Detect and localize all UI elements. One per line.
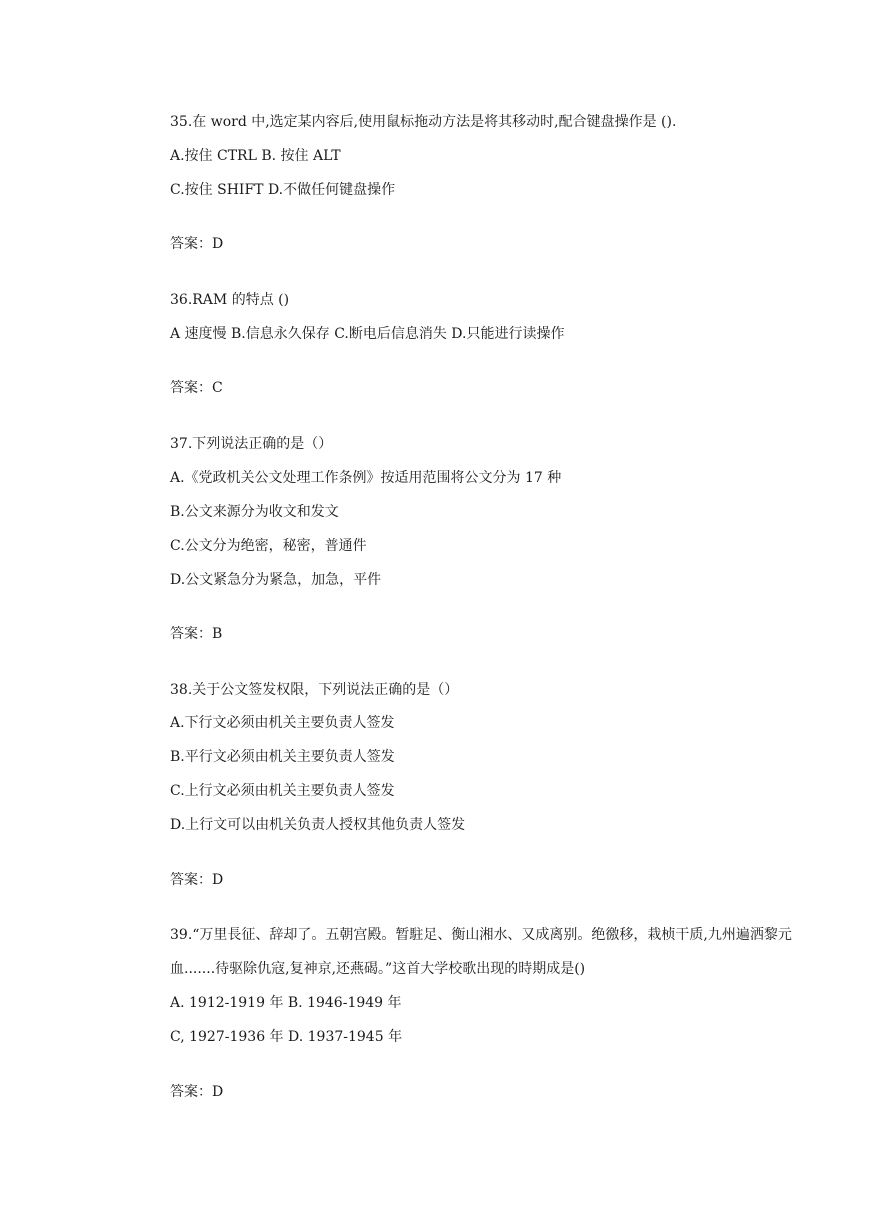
question-38-option-a: A.下行文必须由机关主要负责人签发 xyxy=(170,715,395,731)
question-38-stem: 38.关于公文签发权限，下列说法正确的是（） xyxy=(170,682,459,698)
question-39-answer: 答案：D xyxy=(170,1084,224,1100)
question-37-option-a: A.《党政机关公文处理工作条例》按适用范围将公文分为 17 种 xyxy=(170,470,562,486)
question-35-answer: 答案：D xyxy=(170,236,224,252)
question-37-option-b: B.公文来源分为收文和发文 xyxy=(170,504,339,520)
question-35-option-line-2: C.按住 SHIFT D.不做任何键盘操作 xyxy=(170,182,396,198)
question-36-option-line-1: A 速度慢 B.信息永久保存 C.断电后信息消失 D.只能进行读操作 xyxy=(170,326,565,342)
question-36-stem: 36.RAM 的特点 () xyxy=(170,292,290,308)
question-39-stem: 39.“万里長征、辞却了。五朝宫殿。暂駐足、衡山湘水、又成离别。绝徼移，栽桢干质,九州遍洒黎元血.......待驱除仇寇,复神京,还燕碣。”这首大学校歌出现的時期成是() xyxy=(170,927,792,977)
question-38-option-c: C.上行文必须由机关主要负责人签发 xyxy=(170,783,395,799)
question-35-option-line-1: A.按住 CTRL B. 按住 ALT xyxy=(170,148,341,164)
question-37-answer: 答案：B xyxy=(170,626,223,642)
question-35-stem: 35.在 word 中,选定某内容后,使用鼠标拖动方法是将其移动时,配合键盘操作是 (). xyxy=(170,114,677,130)
question-38-option-b: B.平行文必须由机关主要负责人签发 xyxy=(170,749,395,765)
question-38-answer: 答案：D xyxy=(170,872,224,888)
question-37-option-d: D.公文紧急分为紧急，加急，平件 xyxy=(170,572,382,588)
question-38-option-d: D.上行文可以由机关负责人授权其他负责人签发 xyxy=(170,817,466,833)
question-39-option-line-2: C, 1927-1936 年 D. 1937-1945 年 xyxy=(170,1029,403,1045)
question-36-answer: 答案：C xyxy=(170,380,223,396)
question-37-option-c: C.公文分为绝密，秘密，普通件 xyxy=(170,538,367,554)
question-37-stem: 37.下列说法正确的是（） xyxy=(170,436,333,452)
question-39-option-line-1: A. 1912-1919 年 B. 1946-1949 年 xyxy=(170,995,402,1011)
